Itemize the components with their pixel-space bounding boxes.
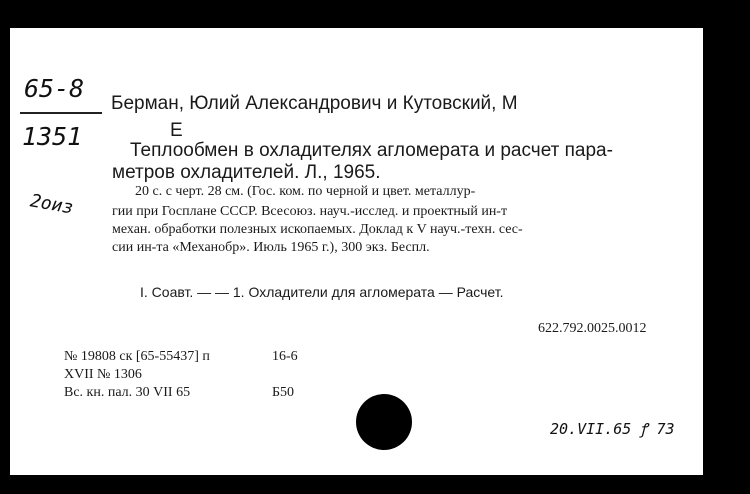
description-line-4: сии ин-та «Механобр». Июль 1965 г.), 300 экз. Беспл. [112, 240, 430, 255]
description-line-2: гии при Госплане СССР. Всесоюз. науч.-исслед. и проектный ин-т [112, 204, 508, 219]
author-line-2: Е [170, 120, 183, 141]
subject-tracing: I. Соавт. — — 1. Охладители для агломерата — Расчет. [140, 284, 504, 300]
registry-price: Б50 [272, 385, 295, 400]
description-line-1: 20 с. с черт. 28 см. (Гос. ком. по черной и цвет. металлур- [135, 184, 476, 199]
call-number-bottom: 1351 [22, 122, 83, 151]
author-line-1: Берман, Юлий Александрович и Кутовский, М [111, 93, 518, 114]
registry-chamber-date: Вс. кн. пал. 30 VII 65 [64, 385, 191, 400]
title-line-2: метров охладителей. Л., 1965. [112, 162, 381, 183]
registry-series: XVII № 1306 [64, 367, 142, 382]
call-number-top: 65-8 [24, 74, 85, 103]
classification-number: 622.792.0025.0012 [538, 321, 647, 336]
handwritten-side-note: 2оиз [28, 190, 75, 219]
title-line-1: Теплообмен в охладителях агломерата и расчет пара- [130, 140, 613, 161]
registry-code: 16-6 [272, 349, 298, 364]
catalog-card [10, 28, 703, 475]
handwritten-date-stamp: 20.VII.65 ꝭ 73 [550, 420, 675, 438]
punch-hole [356, 394, 412, 450]
registry-number: № 19808 ск [65-55437] п [64, 349, 210, 364]
description-line-3: механ. обработки полезных ископаемых. Доклад к V науч.-техн. сес- [112, 222, 523, 237]
call-number-divider [20, 112, 102, 114]
